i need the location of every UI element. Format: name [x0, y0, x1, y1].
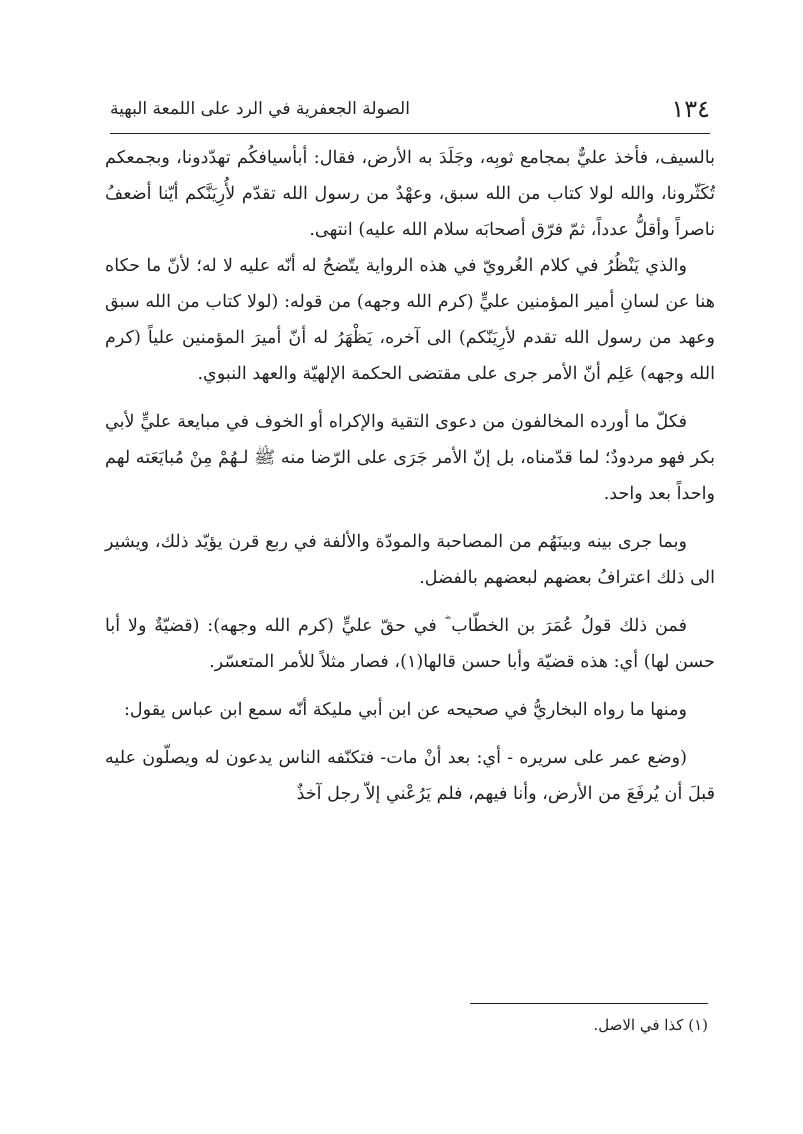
paragraph-5: فمن ذلك قولُ عُمَرَ بن الخطّاب ؓ في حقّ عليٍّ (كرم الله وجهه): (قضيّةٌ ولا أبا حسن لها) أي: هذه قضيّة وأبا حسن قالها(١)، فصار مثلاً للأمر المتعسّر. — [105, 616, 715, 672]
body-text — [105, 140, 715, 812]
paragraph-3: فكلّ ما أورده المخالفون من دعوى التقية والإكراه أو الخوف في مبايعة عليٍّ لأبي بكر فهو مردودٌ؛ لما قدّمناه، بل إنّ الأمر جَرَى على الرّضا منه ﷺ لـهُمْ مِنْ مُبايَعَته لهم واحداً بعد واحد. — [105, 412, 715, 504]
paragraph-6: ومنها ما رواه البخاريُّ في صحيحه عن ابن أبي مليكة أنّه سمع ابن عباس يقول: — [123, 700, 687, 720]
paragraph-2: والذي يَنْظُرُ في كلام الغُرويّ في هذه الرواية يتّضحُ له أنّه عليه لا له؛ لأنّ ما حكاه هنا عن لسانِ أمير المؤمنين عليٍّ (كرم الله وجهه) من قوله: (لولا كتاب من الله سبق وعهد من رسول الله تقدم لأرِيَنّكم) الى آخره، يَظْهَرُ له أنّ أميرَ المؤمنين علياً (كرم الله وجهه) عَلِم أنّ الأمر جرى على مقتضى الحكمة الإلهيّة والعهد النبوي. — [105, 256, 715, 384]
paragraph-4: وبما جرى بينه وبينَهُم من المصاحبة والمودّة والألفة في ربع قرن يؤيّد ذلك، ويشير الى ذلك اعترافُ بعضهم لبعضهم بالفضل. — [105, 532, 715, 588]
footnote-rule — [470, 1003, 708, 1004]
paragraph-7: (وضع عمر على سريره - أي: بعد أنْ مات- فتكنّفه الناس يدعون له ويصلّون عليه قبلَ أن يُرفَعَ من الأرض، وأنا فيهم، فلم يَرُعْني إلاّ رجل آخذٌ — [105, 748, 715, 804]
running-title: الصولة الجعفرية في الرد على اللمعة البهية — [110, 99, 410, 119]
running-header — [110, 88, 710, 130]
page-number: ١٣٤ — [671, 95, 710, 123]
header-rule — [110, 133, 710, 134]
paragraph-1: بالسيف، فأخذ عليٌّ بمجامع ثوبِه، وجَلَدَ به الأرض، فقال: أبأسيافكُم تهدّدونا، وبجمعكم تُكَثّرونا، والله لولا كتاب من الله سبق، وعهْدٌ من رسول الله تقدّم لأُرِيَنَّكم أيّنا أضعفُ ناصراً وأقلُّ عدداً، ثمّ فرّق أصحابَه سلام الله عليه) انتهى. — [105, 148, 715, 240]
footnote-1: (١) كذا في الاصل. — [593, 1016, 708, 1034]
